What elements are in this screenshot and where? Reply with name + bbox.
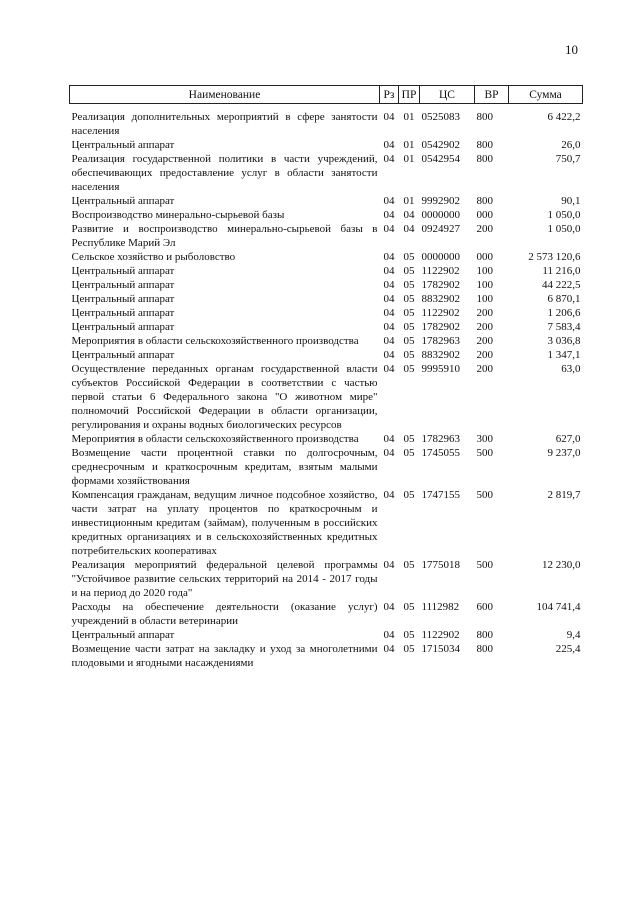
header-sum: Сумма [509, 86, 583, 104]
cell-pr: 05 [403, 335, 415, 347]
table-row [70, 488, 583, 558]
cell-vr: 100 [476, 293, 493, 305]
cell-pr: 04 [403, 223, 415, 235]
cell-pr: 05 [403, 265, 415, 277]
cell-pr: 05 [403, 559, 415, 571]
table-row [70, 292, 583, 306]
cell-name: Воспроизводство минерально-сырьевой базы [71, 209, 285, 221]
cell-vr: 500 [476, 447, 493, 459]
cell-vr: 200 [476, 307, 493, 319]
cell-cs: 8832902 [421, 293, 460, 305]
cell-rz: 04 [383, 447, 395, 459]
cell-cs: 1745055 [421, 447, 460, 459]
cell-cs: 1747155 [421, 489, 460, 501]
cell-cs: 0525083 [421, 111, 460, 123]
cell-cs: 1782902 [421, 321, 460, 333]
cell-sum: 104 741,4 [536, 601, 581, 613]
cell-pr: 05 [403, 601, 415, 613]
cell-rz: 04 [383, 335, 395, 347]
cell-vr: 800 [476, 139, 493, 151]
cell-name: Развитие и воспроизводство минерально-сырьевой базы в Республике Марий Эл [71, 223, 378, 249]
cell-rz: 04 [383, 195, 395, 207]
cell-name: Центральный аппарат [71, 293, 175, 305]
table-row [70, 250, 583, 264]
cell-sum: 1 347,1 [547, 349, 581, 361]
cell-sum: 12 230,0 [542, 559, 581, 571]
cell-sum: 225,4 [555, 643, 581, 655]
cell-cs: 0000000 [421, 209, 460, 221]
cell-name: Расходы на обеспечение деятельности (оказание услуг) учреждений в области ветеринарии [71, 601, 378, 627]
cell-pr: 04 [403, 209, 415, 221]
cell-cs: 0542954 [421, 153, 460, 165]
table-row [70, 628, 583, 642]
cell-sum: 2 819,7 [547, 489, 581, 501]
cell-rz: 04 [383, 307, 395, 319]
cell-rz: 04 [383, 349, 395, 361]
cell-pr: 05 [403, 307, 415, 319]
cell-rz: 04 [383, 279, 395, 291]
cell-sum: 63,0 [561, 363, 581, 375]
cell-sum: 627,0 [555, 433, 581, 445]
cell-cs: 1112982 [421, 601, 460, 613]
cell-name: Реализация мероприятий федеральной целевой программы "Устойчивое развитие сельских территорий на 2014 - 2017 годы и на период до 2020 года" [71, 559, 378, 599]
header-rz: Рз [380, 86, 399, 104]
cell-pr: 05 [403, 447, 415, 459]
header-cs: ЦС [420, 86, 475, 104]
table-row [70, 432, 583, 446]
cell-sum: 44 222,5 [542, 279, 581, 291]
table-row [70, 104, 583, 139]
cell-name: Сельское хозяйство и рыболовство [71, 251, 236, 263]
cell-vr: 800 [476, 153, 493, 165]
cell-rz: 04 [383, 139, 395, 151]
cell-sum: 26,0 [561, 139, 581, 151]
cell-sum: 3 036,8 [547, 335, 581, 347]
cell-vr: 800 [476, 195, 493, 207]
table-row [70, 264, 583, 278]
cell-pr: 01 [403, 195, 415, 207]
cell-name: Реализация государственной политики в части учреждений, обеспечивающих предоставление услуг в области занятости населения [71, 153, 378, 193]
table-row [70, 278, 583, 292]
cell-vr: 000 [476, 251, 493, 263]
cell-cs: 9992902 [421, 195, 460, 207]
table-body [70, 104, 583, 671]
cell-sum: 11 216,0 [542, 265, 581, 277]
table-row [70, 306, 583, 320]
table-row [70, 194, 583, 208]
cell-name: Осуществление переданных органам государственной власти субъектов Российской Федерации в соответствии с частью первой статьи 6 Федерального закона "О животном мире" полномочий Российской Федерации в области организации, регулирования и охраны водных биологических ресурсов [71, 363, 378, 431]
cell-rz: 04 [383, 601, 395, 613]
cell-rz: 04 [383, 559, 395, 571]
cell-vr: 200 [476, 321, 493, 333]
cell-name: Центральный аппарат [71, 265, 175, 277]
cell-pr: 01 [403, 153, 415, 165]
cell-rz: 04 [383, 153, 395, 165]
cell-pr: 05 [403, 251, 415, 263]
cell-pr: 05 [403, 363, 415, 375]
header-name: Наименование [70, 86, 380, 104]
cell-pr: 05 [403, 279, 415, 291]
table-row [70, 642, 583, 670]
cell-name: Мероприятия в области сельскохозяйственного производства [71, 335, 359, 347]
cell-cs: 9995910 [421, 363, 460, 375]
cell-sum: 9,4 [566, 629, 581, 641]
cell-pr: 05 [403, 489, 415, 501]
cell-sum: 1 050,0 [547, 209, 581, 221]
table-row [70, 138, 583, 152]
cell-vr: 800 [476, 643, 493, 655]
cell-cs: 1122902 [421, 629, 460, 641]
header-vr: ВР [475, 86, 509, 104]
cell-name: Реализация дополнительных мероприятий в сфере занятости населения [71, 111, 378, 137]
table-row [70, 222, 583, 250]
header-pr: ПР [399, 86, 420, 104]
cell-rz: 04 [383, 293, 395, 305]
cell-pr: 05 [403, 293, 415, 305]
cell-vr: 300 [476, 433, 493, 445]
cell-cs: 1782963 [421, 433, 460, 445]
page-number: 10 [565, 42, 578, 57]
cell-sum: 2 573 120,6 [528, 251, 581, 263]
cell-name: Компенсация гражданам, ведущим личное подсобное хозяйство, части затрат на уплату процентов по краткосрочным и инвестиционным кредитам (займам), полученным в российских кредитных организациях и в сельскохозяйственных кредитных потребительских кооперативах [71, 489, 378, 557]
cell-vr: 200 [476, 363, 493, 375]
cell-pr: 05 [403, 629, 415, 641]
cell-cs: 1715034 [421, 643, 460, 655]
table-row [70, 446, 583, 488]
table-row [70, 320, 583, 334]
table-row [70, 558, 583, 600]
cell-cs: 8832902 [421, 349, 460, 361]
table-row [70, 348, 583, 362]
cell-vr: 100 [476, 279, 493, 291]
cell-vr: 000 [476, 209, 493, 221]
cell-name: Возмещение части процентной ставки по долгосрочным, среднесрочным и краткосрочным кредитам, взятым малыми формами хозяйствования [71, 447, 378, 487]
cell-sum: 1 050,0 [547, 223, 581, 235]
cell-pr: 05 [403, 433, 415, 445]
cell-pr: 05 [403, 349, 415, 361]
table-row [70, 152, 583, 194]
cell-name: Центральный аппарат [71, 307, 175, 319]
cell-vr: 200 [476, 335, 493, 347]
cell-sum: 1 206,6 [547, 307, 581, 319]
table-row [70, 600, 583, 628]
cell-sum: 7 583,4 [547, 321, 581, 333]
cell-pr: 01 [403, 111, 415, 123]
cell-rz: 04 [383, 223, 395, 235]
cell-cs: 1775018 [421, 559, 460, 571]
cell-name: Мероприятия в области сельскохозяйственного производства [71, 433, 359, 445]
cell-pr: 05 [403, 643, 415, 655]
cell-name: Возмещение части затрат на закладку и уход за многолетними плодовыми и ягодными насаждениями [71, 643, 378, 669]
cell-cs: 0924927 [421, 223, 460, 235]
cell-name: Центральный аппарат [71, 349, 175, 361]
cell-rz: 04 [383, 363, 395, 375]
cell-rz: 04 [383, 265, 395, 277]
cell-cs: 0542902 [421, 139, 460, 151]
cell-vr: 500 [476, 559, 493, 571]
cell-rz: 04 [383, 111, 395, 123]
cell-vr: 800 [476, 629, 493, 641]
cell-vr: 200 [476, 349, 493, 361]
cell-cs: 1122902 [421, 265, 460, 277]
budget-table [69, 85, 583, 670]
cell-rz: 04 [383, 643, 395, 655]
cell-name: Центральный аппарат [71, 279, 175, 291]
cell-rz: 04 [383, 489, 395, 501]
cell-vr: 100 [476, 265, 493, 277]
cell-vr: 500 [476, 489, 493, 501]
cell-pr: 05 [403, 321, 415, 333]
cell-rz: 04 [383, 433, 395, 445]
cell-pr: 01 [403, 139, 415, 151]
table-row [70, 334, 583, 348]
cell-vr: 800 [476, 111, 493, 123]
cell-cs: 1782963 [421, 335, 460, 347]
cell-sum: 750,7 [555, 153, 581, 165]
table-header-row [70, 86, 583, 104]
table-row [70, 362, 583, 432]
cell-sum: 6 422,2 [547, 111, 581, 123]
cell-name: Центральный аппарат [71, 139, 175, 151]
cell-cs: 1782902 [421, 279, 460, 291]
cell-sum: 6 870,1 [547, 293, 581, 305]
cell-rz: 04 [383, 209, 395, 221]
table-row [70, 208, 583, 222]
cell-rz: 04 [383, 251, 395, 263]
cell-vr: 600 [476, 601, 493, 613]
cell-rz: 04 [383, 321, 395, 333]
cell-name: Центральный аппарат [71, 195, 175, 207]
cell-rz: 04 [383, 629, 395, 641]
cell-cs: 1122902 [421, 307, 460, 319]
cell-name: Центральный аппарат [71, 629, 175, 641]
cell-sum: 9 237,0 [547, 447, 581, 459]
cell-sum: 90,1 [561, 195, 581, 207]
cell-vr: 200 [476, 223, 493, 235]
cell-name: Центральный аппарат [71, 321, 175, 333]
cell-cs: 0000000 [421, 251, 460, 263]
